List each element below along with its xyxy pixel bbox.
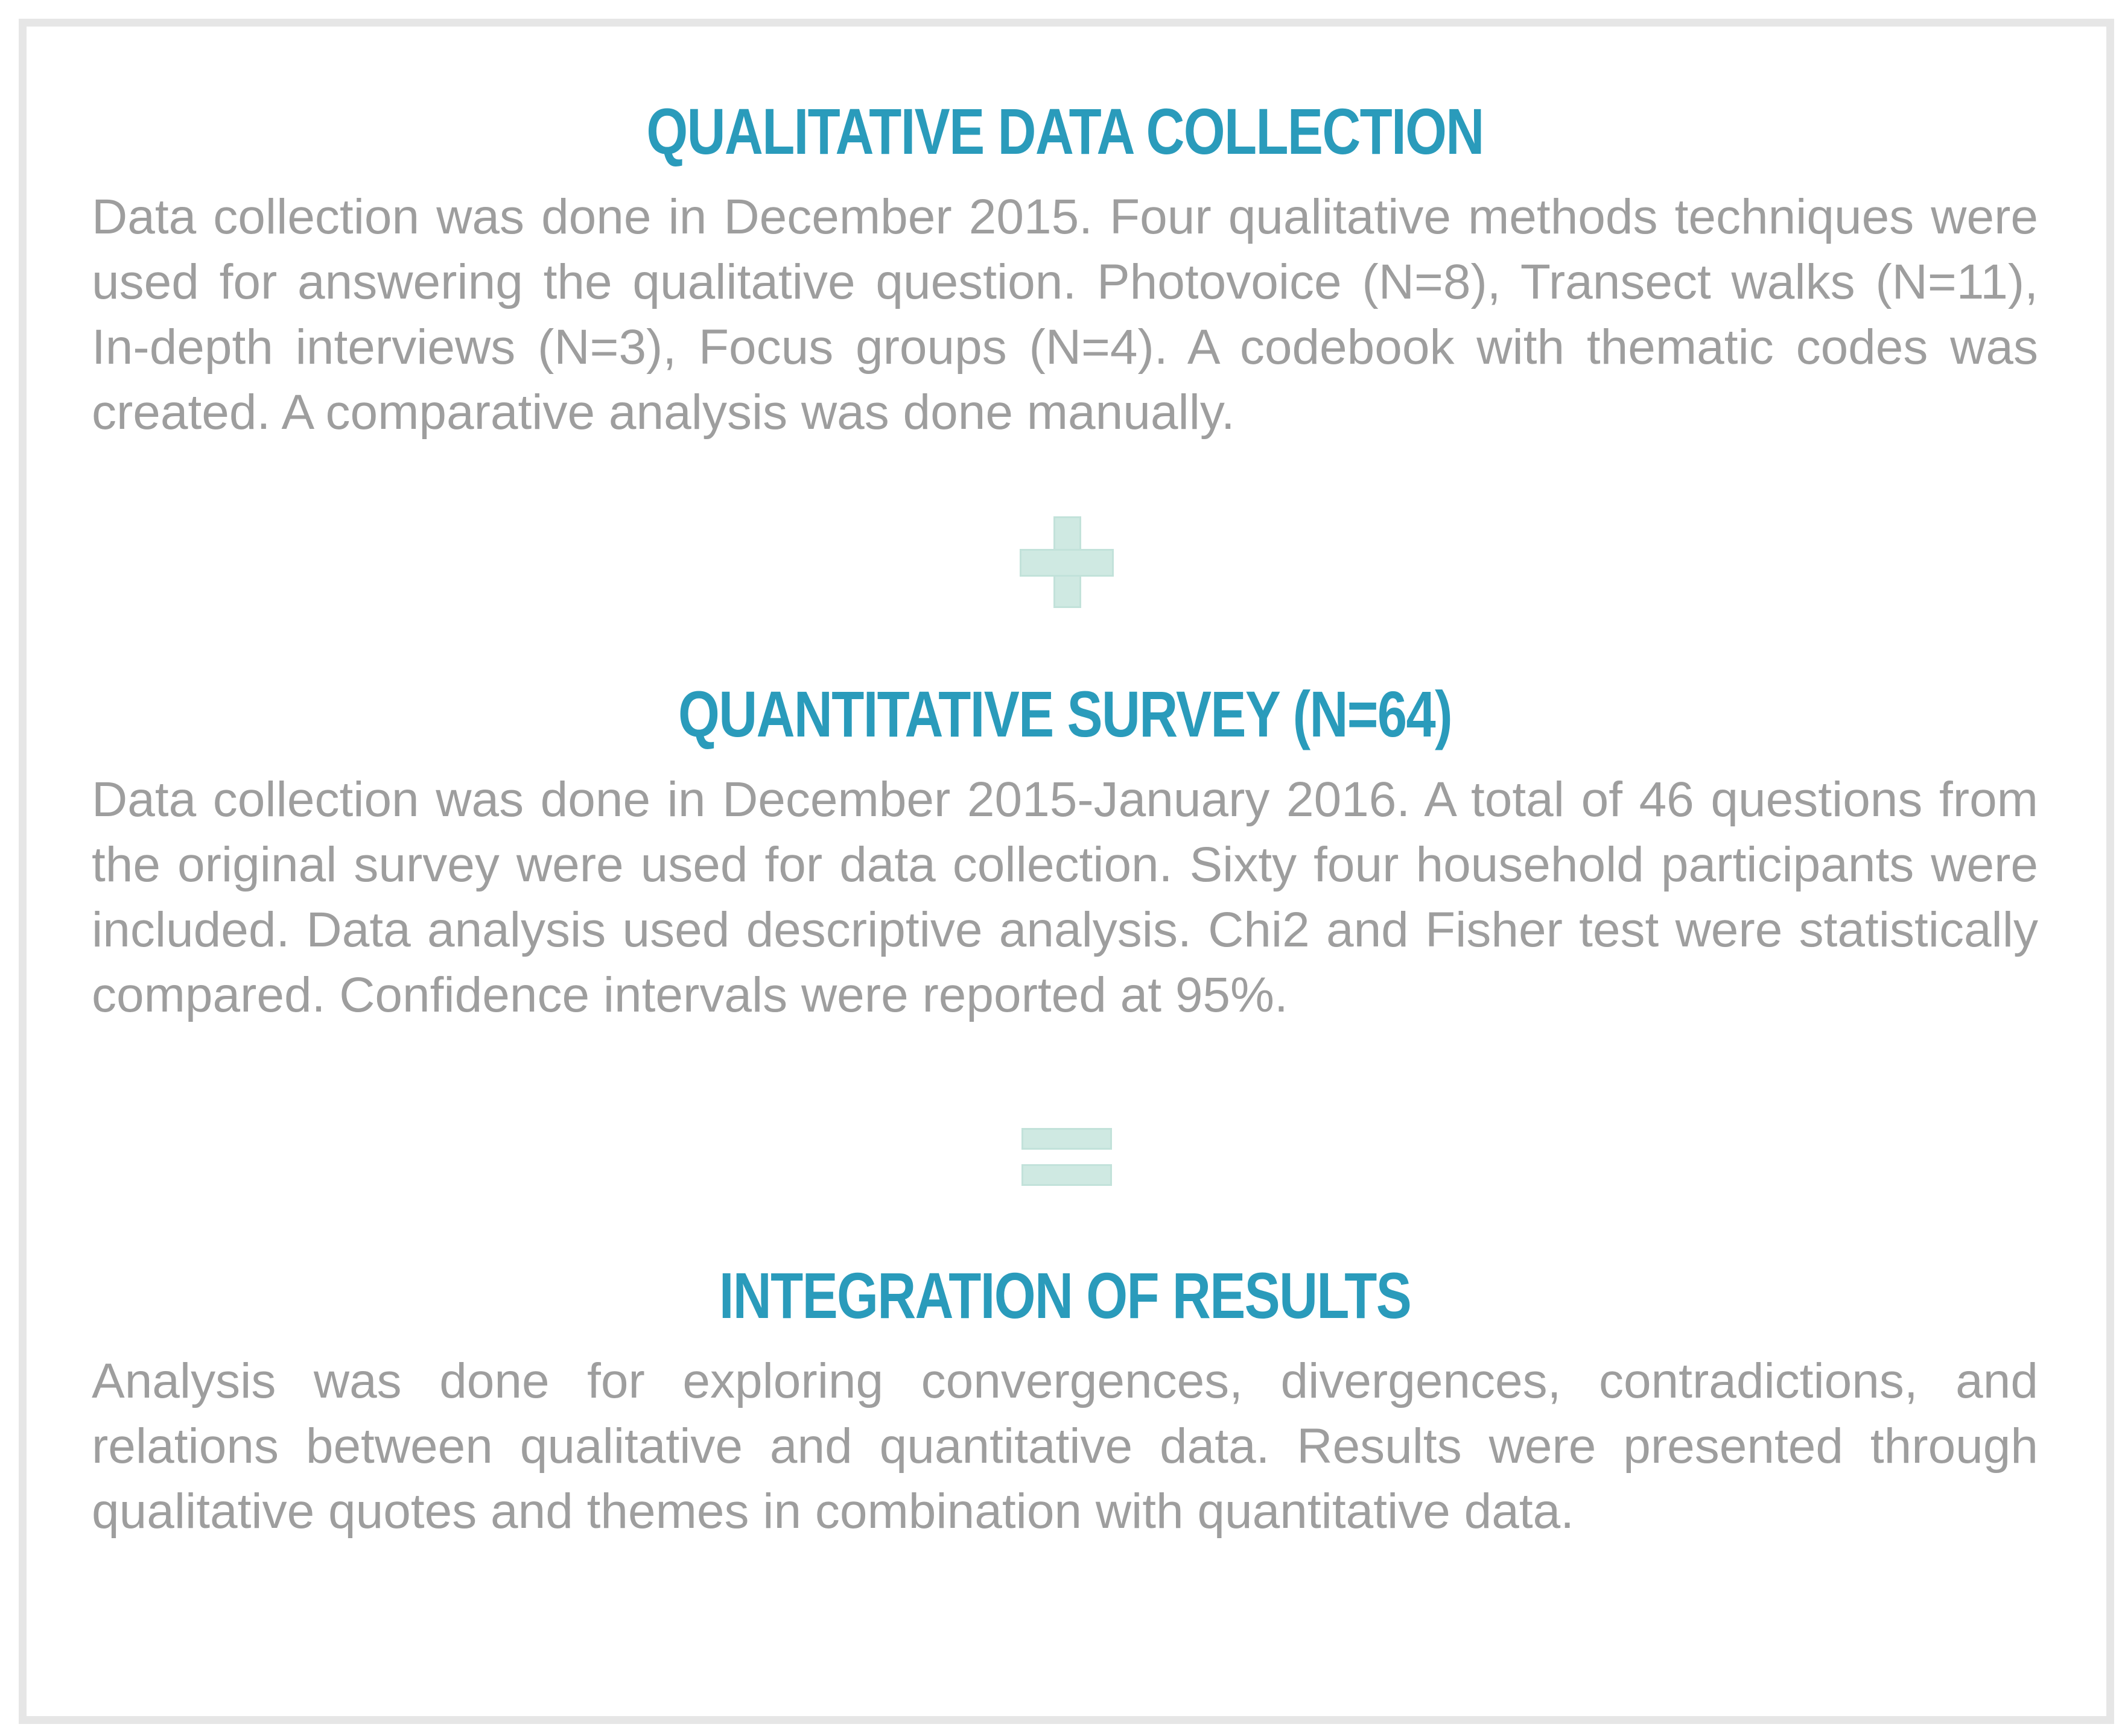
equals-top-bar (1021, 1128, 1112, 1150)
qualitative-description: Data collection was done in December 2015. Four qualitative methods techniques were used for answering the qualitative question. Photovoice (N=8), Transect walks (N=11), In-depth interviews (N=3), Focus groups (N=4). A codebook with thematic codes was created. A comparative analysis was done manually. (92, 189, 2038, 440)
plus-horizontal-bar (1020, 549, 1114, 577)
qualitative-section (92, 89, 2038, 445)
equals-icon (1021, 1128, 1112, 1186)
plus-icon (1020, 516, 1114, 608)
integration-description: Analysis was done for exploring convergences, divergences, contradictions, and relations between qualitative and quantitative data. Results were presented through qualitative quotes and themes in combination with quantitative data. (92, 1354, 2038, 1539)
qualitative-title: QUALITATIVE DATA COLLECTION (646, 95, 1484, 168)
equals-bottom-bar (1021, 1164, 1112, 1186)
integration-section (92, 1253, 2038, 1544)
diagram-frame (19, 19, 2114, 1724)
quantitative-description: Data collection was done in December 2015-January 2016. A total of 46 questions from the original survey were used for data collection. Sixty four household participants were included. Data analysis used descriptive analysis. Chi2 and Fisher test were statistically compared. Confidence intervals were reported at 95%. (92, 772, 2038, 1022)
integration-title: INTEGRATION OF RESULTS (719, 1259, 1411, 1332)
quantitative-title: QUANTITATIVE SURVEY (N=64) (678, 677, 1452, 750)
quantitative-section (92, 672, 2038, 1028)
